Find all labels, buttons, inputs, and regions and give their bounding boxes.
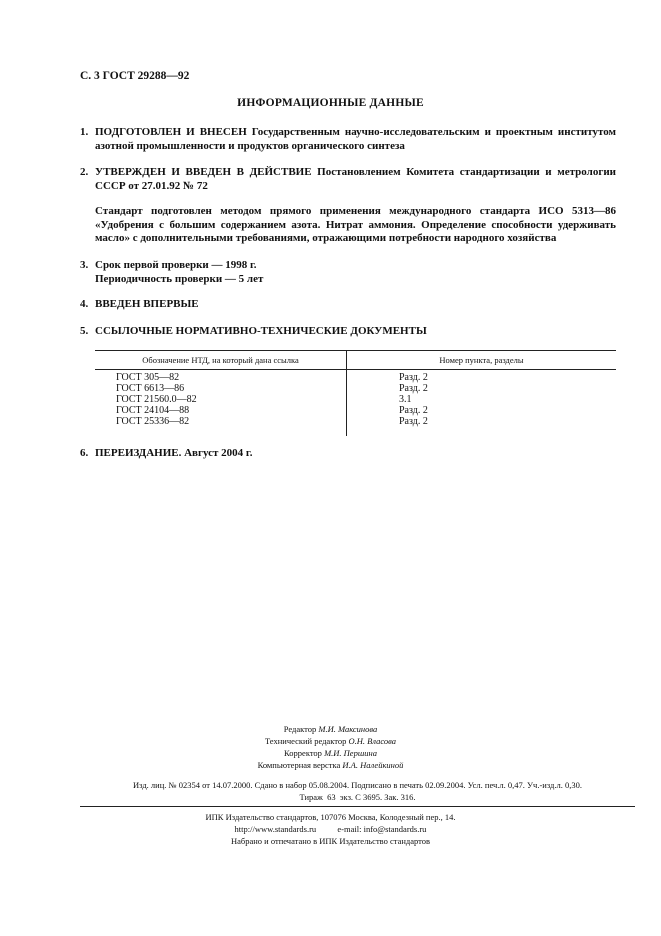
item-lead: ПОДГОТОВЛЕН И ВНЕСЕН	[95, 126, 247, 138]
editorial-credits	[0, 723, 661, 771]
item-number: 4.	[80, 298, 89, 310]
credit-role: Технический редактор	[264, 736, 347, 746]
item-text	[95, 446, 616, 460]
credit-name: М.И. Максинова	[318, 724, 378, 734]
publication-imprint	[80, 779, 635, 803]
credit-role: Корректор	[284, 748, 322, 758]
credit-name: О.Н. Власова	[348, 736, 397, 746]
credit-role: Компьютерная верстка	[257, 760, 341, 770]
item-text	[95, 258, 616, 286]
item-number: 3.	[80, 259, 89, 271]
info-item-2	[80, 165, 616, 193]
item-body: Август 2004 г.	[181, 447, 253, 459]
credit-name: И.А. Налейкиной	[342, 760, 404, 770]
page-header: С. 3 ГОСТ 29288—92	[80, 70, 190, 82]
table-cell-section: 3.1	[399, 394, 412, 405]
item-body: Постановлением Комитета стандартизации и метрологии СССР от 27.01.92 № 72	[95, 166, 616, 192]
table-column-documents	[116, 372, 197, 427]
table-cell-document: ГОСТ 25336—82	[116, 416, 190, 427]
imprint-line-1: Изд. лиц. № 02354 от 14.07.2000. Сдано в набор 05.08.2004. Подписано в печать 02.09.2004. Усл. печ.л. 0,47. Уч.-изд.л. 0,30.	[133, 780, 582, 790]
publisher-printing: Набрано и отпечатано в ИПК Издательство стандартов	[230, 836, 431, 846]
publisher-footer	[0, 811, 661, 847]
info-item-6	[80, 446, 616, 460]
table-header-section: Номер пункта, разделы	[439, 355, 524, 365]
imprint-line-2: Тираж 63 экз. С 3695. Зак. 316.	[299, 792, 416, 802]
table-cell-document: ГОСТ 6613—86	[116, 383, 185, 394]
reference-table	[95, 350, 616, 436]
info-item-4	[80, 297, 616, 311]
table-header-document: Обозначение НТД, на который дана ссылка	[142, 355, 299, 365]
item-number: 2.	[80, 166, 89, 178]
check-period-line: Периодичность проверки — 5 лет	[95, 273, 264, 285]
info-item-1	[80, 125, 616, 153]
publisher-contacts: http://www.standards.ru e-mail: info@standards.ru	[234, 824, 427, 834]
credit-layout	[0, 759, 661, 771]
item-text	[95, 165, 616, 193]
item-lead: ПЕРЕИЗДАНИЕ.	[95, 447, 182, 459]
table-cell-section: Разд. 2	[399, 405, 428, 416]
item-number: 6.	[80, 447, 89, 459]
standard-note: Стандарт подготовлен методом прямого применения международного стандарта ИСО 5313—86 «Удобрения с большим содержанием азота. Нитрат аммония. Определение способности удерживать масло» с дополнительными требованиями, отражающими потребности народного хозяйства	[95, 205, 616, 244]
item-body: Государственным научно-исследовательским и проектным институтом азотной промышленности и продуктов органического синтеза	[95, 126, 617, 152]
table-cell-section: Разд. 2	[399, 383, 428, 394]
publisher-address: ИПК Издательство стандартов, 107076 Москва, Колодезный пер., 14.	[205, 812, 456, 822]
table-cell-document: ГОСТ 24104—88	[116, 405, 190, 416]
table-cell-document: ГОСТ 305—82	[116, 372, 180, 383]
item-number: 1.	[80, 126, 89, 138]
item-number: 5.	[80, 325, 89, 337]
item-text	[95, 125, 616, 153]
table-cell-document: ГОСТ 21560.0—82	[116, 394, 197, 405]
credit-role: Редактор	[283, 724, 317, 734]
item-lead: УТВЕРЖДЕН И ВВЕДЕН В ДЕЙСТВИЕ	[95, 166, 312, 178]
item-text: ВВЕДЕН ВПЕРВЫЕ	[95, 298, 199, 310]
credit-tech-editor	[0, 735, 661, 747]
credit-proofreader	[0, 747, 661, 759]
table-cell-section: Разд. 2	[399, 416, 428, 427]
item-text: ССЫЛОЧНЫЕ НОРМАТИВНО-ТЕХНИЧЕСКИЕ ДОКУМЕНТЫ	[95, 325, 427, 337]
credit-editor	[0, 723, 661, 735]
table-top-rule	[95, 350, 616, 351]
table-column-sections	[399, 372, 428, 427]
info-item-3	[80, 258, 616, 286]
page-title: ИНФОРМАЦИОННЫЕ ДАННЫЕ	[237, 97, 424, 109]
first-check-line: Срок первой проверки — 1998 г.	[95, 259, 257, 271]
footer-rule	[80, 806, 635, 807]
table-header-rule	[95, 369, 616, 370]
info-item-5	[80, 324, 616, 338]
credit-name: М.И. Першина	[324, 748, 377, 758]
table-cell-section: Разд. 2	[399, 372, 428, 383]
